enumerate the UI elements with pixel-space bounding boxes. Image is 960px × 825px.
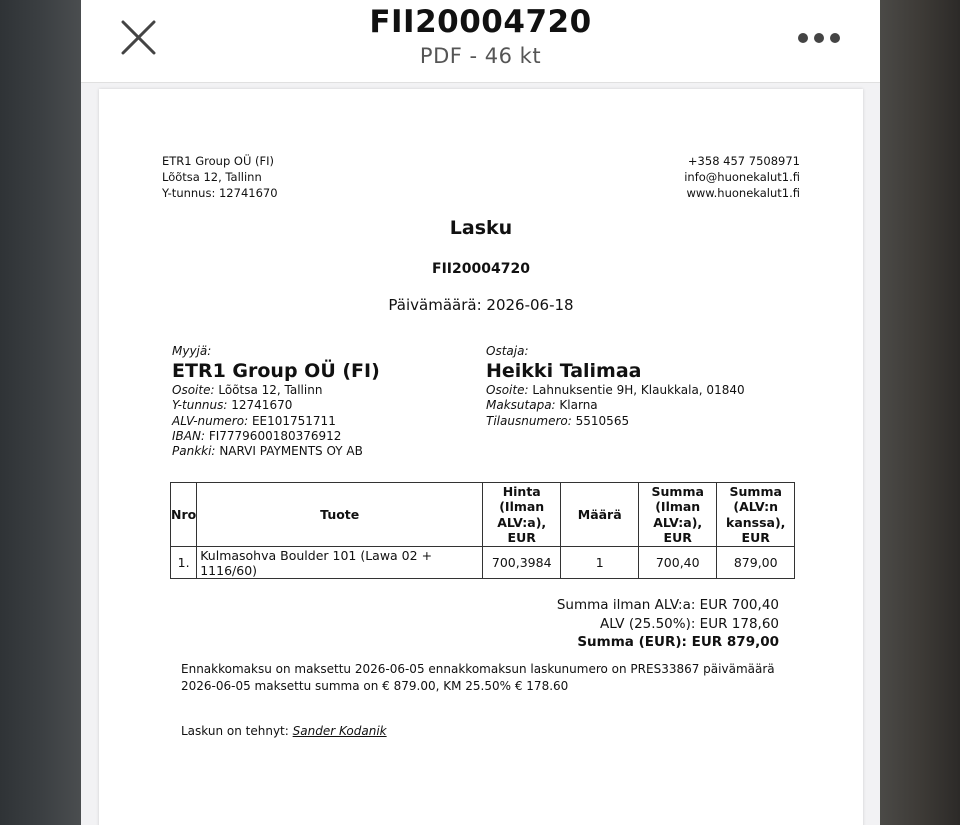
header-price-line: EUR [507, 530, 536, 545]
more-options-button[interactable] [795, 26, 843, 50]
header-sum-gross-line: kanssa), [726, 514, 786, 530]
seller-ytunnus-label: Y-tunnus: [172, 398, 228, 413]
seller-bank-label: Pankki: [172, 444, 216, 459]
seller-vat-label: ALV-numero: [172, 413, 249, 428]
pdf-viewer [81, 0, 880, 825]
header-sum-net-line: EUR [663, 530, 692, 545]
cell-qty: 1 [561, 547, 639, 579]
header-price [483, 483, 561, 547]
buyer-name: Heikki Talimaa [486, 360, 642, 383]
made-by-name: Sander Kodanik [292, 724, 387, 738]
invoice-number: FII20004720 [432, 261, 530, 277]
seller-ytunnus: 12741670 [231, 398, 293, 413]
buyer-address: Lahnuksentie 9H, Klaukkala, 01840 [532, 383, 745, 398]
total-vat: ALV (25.50%): EUR 178,60 [600, 615, 779, 632]
total-gross: Summa (EUR): EUR 879,00 [577, 634, 779, 650]
company-business-id: Y-tunnus: 12741670 [162, 186, 278, 200]
viewer-topbar [81, 0, 880, 83]
cell-product: Kulmasohva Boulder 101 (Lawa 02 + 1116/60) [197, 547, 483, 579]
header-price-line: (Ilman [499, 499, 545, 514]
company-address: Lõõtsa 12, Tallinn [162, 170, 262, 184]
company-header-left [162, 153, 278, 201]
header-sum-net-line: Summa [651, 483, 704, 499]
header-sum-net-line: (Ilman [655, 499, 701, 514]
invoice-items-table [170, 482, 795, 579]
cell-price: 700,3984 [483, 547, 561, 579]
invoice-totals [557, 596, 779, 652]
seller-block [172, 344, 380, 459]
buyer-payment: Klarna [559, 398, 598, 413]
seller-bank: NARVI PAYMENTS OY AB [219, 444, 363, 459]
document-page[interactable] [99, 89, 863, 825]
buyer-order: 5510565 [575, 413, 630, 428]
company-name: ETR1 Group OÜ (FI) [162, 154, 275, 168]
company-header-right [684, 153, 800, 201]
document-title: FII20004720 [369, 4, 592, 40]
prepayment-note: Ennakkomaksu on maksettu 2026-06-05 ennakkomaksun laskunumero on PRES33867 päivämäärä 2026-06-05 maksettu summa on € 879.00, KM 25.50% € 178.60 [181, 662, 775, 693]
header-sum-gross [717, 483, 795, 547]
more-icon [795, 26, 843, 50]
made-by-label: Laskun on tehnyt: [181, 724, 289, 738]
buyer-label: Ostaja: [486, 344, 529, 358]
header-sum-net-line: ALV:a), [653, 514, 703, 530]
seller-iban-label: IBAN: [172, 428, 205, 443]
cell-sum-net: 700,40 [639, 547, 717, 579]
seller-address: Lõõtsa 12, Tallinn [218, 383, 323, 398]
cell-nro: 1. [171, 547, 197, 579]
seller-address-label: Osoite: [172, 383, 215, 398]
buyer-order-label: Tilausnumero: [486, 413, 572, 428]
buyer-block [486, 344, 745, 429]
header-product: Tuote [197, 483, 483, 547]
invoice-heading: Lasku [449, 217, 513, 239]
invoice-made-by [181, 724, 387, 738]
header-qty: Määrä [561, 483, 639, 547]
table-row [171, 547, 795, 579]
header-sum-gross-line: (ALV:n [733, 499, 779, 514]
table-header-row [171, 483, 795, 547]
total-net: Summa ilman ALV:a: EUR 700,40 [556, 597, 779, 613]
header-price-line: Hinta [502, 483, 541, 499]
company-email: info@huonekalut1.fi [684, 170, 800, 184]
document-subtitle: PDF - 46 kt [419, 44, 542, 68]
header-sum-gross-line: Summa [729, 483, 782, 499]
seller-name: ETR1 Group OÜ (FI) [172, 360, 380, 383]
company-website: www.huonekalut1.fi [686, 186, 800, 200]
header-price-line: ALV:a), [497, 514, 547, 530]
header-nro: Nro [171, 483, 197, 547]
seller-label: Myyjä: [172, 344, 212, 358]
seller-iban: FI7779600180376912 [208, 428, 342, 443]
invoice-date: Päivämäärä: 2026-06-18 [388, 296, 574, 314]
buyer-address-label: Osoite: [486, 383, 529, 398]
company-phone: +358 457 7508971 [687, 154, 800, 168]
header-sum-net [639, 483, 717, 547]
seller-vat: EE101751711 [251, 413, 336, 428]
cell-sum-gross: 879,00 [717, 547, 795, 579]
buyer-payment-label: Maksutapa: [486, 398, 556, 413]
header-sum-gross-line: EUR [741, 530, 770, 545]
